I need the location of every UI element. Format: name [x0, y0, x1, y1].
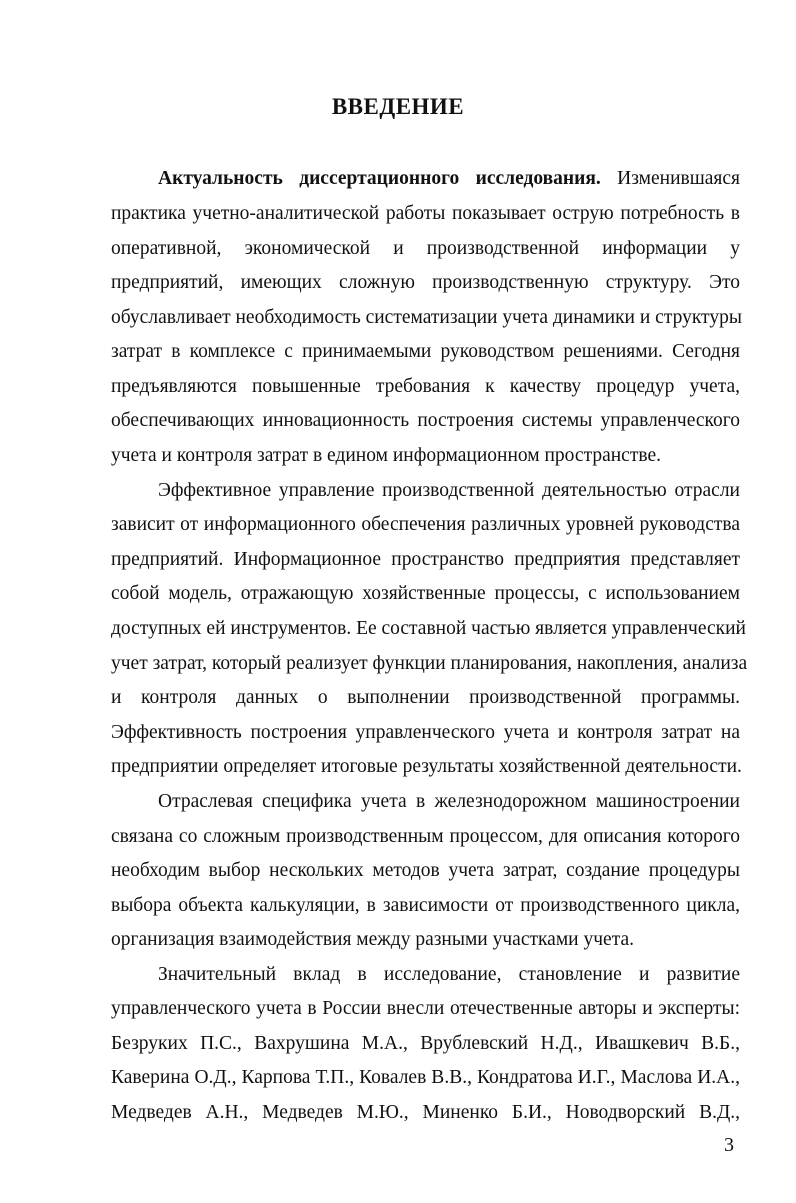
text-line: предприятии определяет итоговые результаты хозяйственной деятельности.: [111, 756, 742, 777]
text-line: связана со сложным производственным процессом, для описания которого: [111, 826, 740, 847]
text-line: предприятий. Информационное пространство предприятия представляет: [111, 549, 740, 570]
lead-rest: Изменившаяся: [617, 168, 741, 189]
text-line: Каверина О.Д., Карпова Т.П., Ковалев В.В., Кондратова И.Г., Маслова И.А.,: [111, 1067, 740, 1088]
text-line: учета и контроля затрат в едином информационном пространстве.: [111, 445, 661, 466]
text-line: затрат в комплексе с принимаемыми руководством решениями. Сегодня: [111, 341, 740, 362]
lead-bold: Актуальность диссертационного исследования.: [158, 168, 601, 189]
text-line: организация взаимодействия между разными участками учета.: [111, 929, 634, 950]
text-line: обуславливает необходимость систематизации учета динамики и структуры: [111, 307, 742, 328]
page-number: 3: [724, 1134, 734, 1156]
text-line: оперативной, экономической и производственной информации у: [111, 238, 740, 259]
text-line: предприятий, имеющих сложную производственную структуру. Это: [111, 272, 740, 293]
text-line: Эффективное управление производственной деятельностью отрасли: [158, 480, 740, 501]
text-line: Значительный вклад в исследование, становление и развитие: [158, 964, 740, 985]
text-line: Отраслевая специфика учета в железнодорожном машиностроении: [158, 791, 740, 812]
text-line: учет затрат, который реализует функции планирования, накопления, анализа: [111, 653, 748, 674]
text-line: необходим выбор нескольких методов учета затрат, создание процедуры: [111, 860, 740, 881]
text-line: и контроля данных о выполнении производственной программы.: [111, 687, 740, 708]
paragraph-1-line-1: [158, 166, 740, 192]
text-line: зависит от информационного обеспечения различных уровней руководства: [111, 514, 740, 535]
text-line: управленческого учета в России внесли отечественные авторы и эксперты:: [111, 998, 740, 1019]
page-title: ВВЕДЕНИЕ: [331, 94, 465, 119]
text-line: практика учетно-аналитической работы показывает острую потребность в: [111, 203, 740, 224]
text-line: Безруких П.С., Вахрушина М.А., Врублевский Н.Д., Ивашкевич В.Б.,: [111, 1033, 740, 1054]
text-line: собой модель, отражающую хозяйственные процессы, с использованием: [111, 583, 740, 604]
text-line: обеспечивающих инновационность построения системы управленческого: [111, 410, 740, 431]
text-line: Медведев А.Н., Медведев М.Ю., Миненко Б.И., Новодворский В.Д.,: [111, 1102, 740, 1123]
text-line: доступных ей инструментов. Ее составной частью является управленческий: [111, 618, 746, 639]
text-line: Эффективность построения управленческого учета и контроля затрат на: [111, 722, 740, 743]
text-line: выбора объекта калькуляции, в зависимости от производственного цикла,: [111, 895, 740, 916]
text-line: предъявляются повышенные требования к качеству процедур учета,: [111, 376, 740, 397]
